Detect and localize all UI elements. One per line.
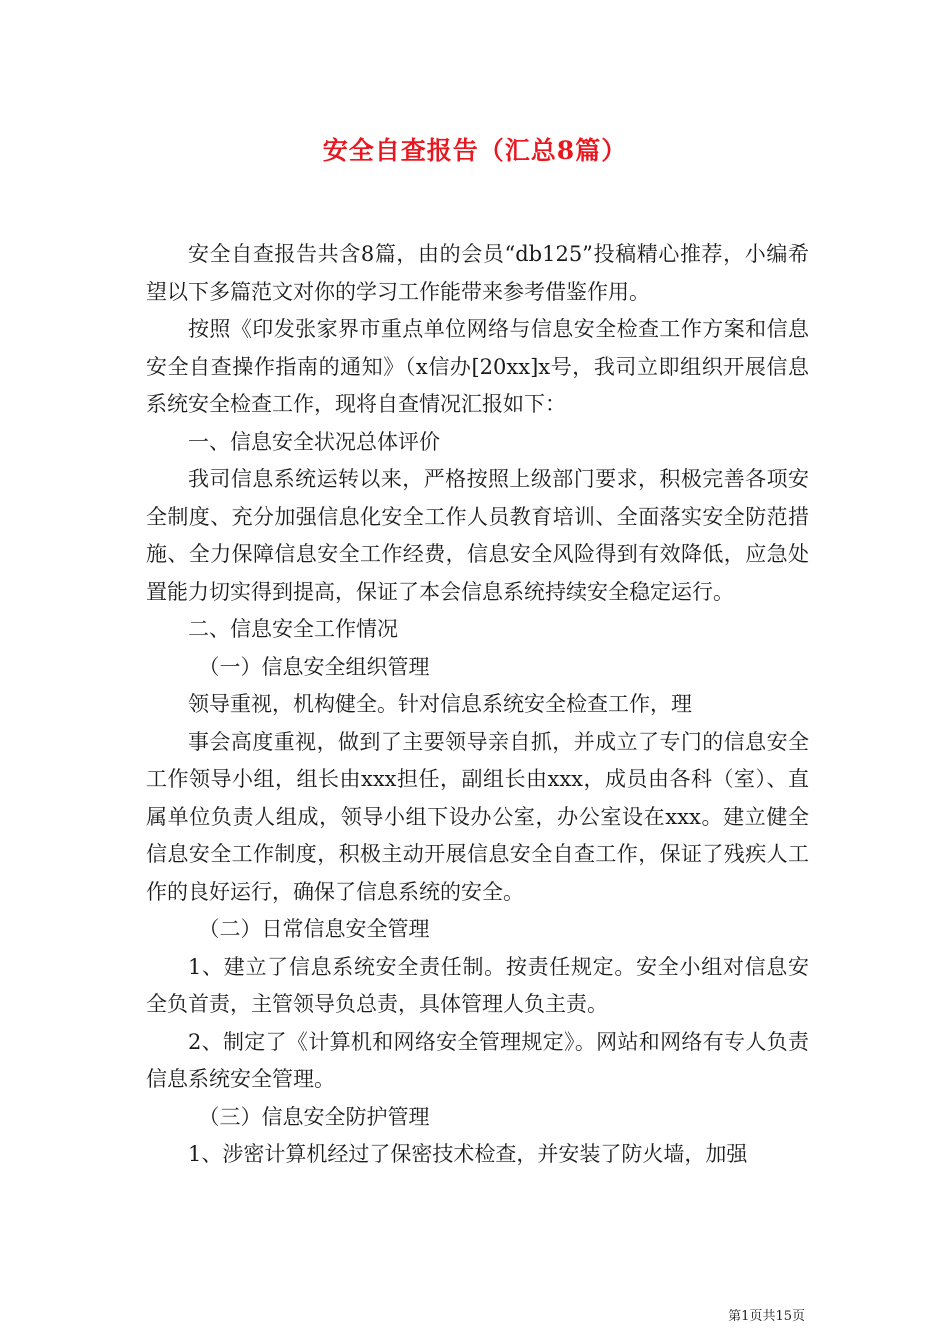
protection-paragraph: 1、涉密计算机经过了保密技术检查，并安装了防火墙，加强 (188, 1142, 748, 1166)
section-heading-2: 二、信息安全工作情况 (188, 617, 398, 641)
regulation-paragraph: 2、制定了《计算机和网络安全管理规定》。网站和网络有专人负责信息系统安全管理。 (146, 1029, 809, 1091)
evaluation-paragraph: 我司信息系统运转以来，严格按照上级部门要求，积极完善各项安全制度、充分加强信息化安全工作人员教育培训、全面落实安全防范措施、全力保障信息安全工作经费，信息安全风险得到有效降低，应急处置能力切实得到提高，保证了本会信息系统持续安全稳定运行。 (146, 467, 809, 604)
subsection-heading-2: （二）日常信息安全管理 (198, 917, 430, 941)
intro-paragraph: 安全自查报告共含8篇，由的会员“db125”投稿精心推荐，小编希望以下多篇范文对你的学习工作能带来参考借鉴作用。 (146, 242, 809, 304)
leadership-paragraph: 领导重视，机构健全。针对信息系统安全检查工作，理 (188, 692, 692, 716)
organization-paragraph: 事会高度重视，做到了主要领导亲自抓，并成立了专门的信息安全工作领导小组，组长由xxx担任，副组长由xxx，成员由各科（室）、直属单位负责人组成，领导小组下设办公室，办公室设在xxx。建立健全信息安全工作制度，积极主动开展信息安全自查工作，保证了残疾人工作的良好运行，确保了信息系统的安全。 (146, 729, 809, 904)
page-number: 第1页共15页 (728, 1309, 805, 1324)
subsection-heading-1: （一）信息安全组织管理 (198, 654, 430, 679)
section-heading-1: 一、信息安全状况总体评价 (188, 429, 440, 454)
document-title: 安全自查报告（汇总8篇） (322, 136, 628, 165)
subsection-heading-3: （三）信息安全防护管理 (198, 1104, 430, 1129)
responsibility-paragraph: 1、建立了信息系统安全责任制。按责任规定。安全小组对信息安全负首责，主管领导负总责，具体管理人负主责。 (146, 954, 809, 1016)
notice-paragraph: 按照《印发张家界市重点单位网络与信息安全检查工作方案和信息安全自查操作指南的通知》（x信办[20xx]x号，我司立即组织开展信息系统安全检查工作，现将自查情况汇报如下： (146, 317, 809, 416)
document-body (146, 236, 809, 1174)
